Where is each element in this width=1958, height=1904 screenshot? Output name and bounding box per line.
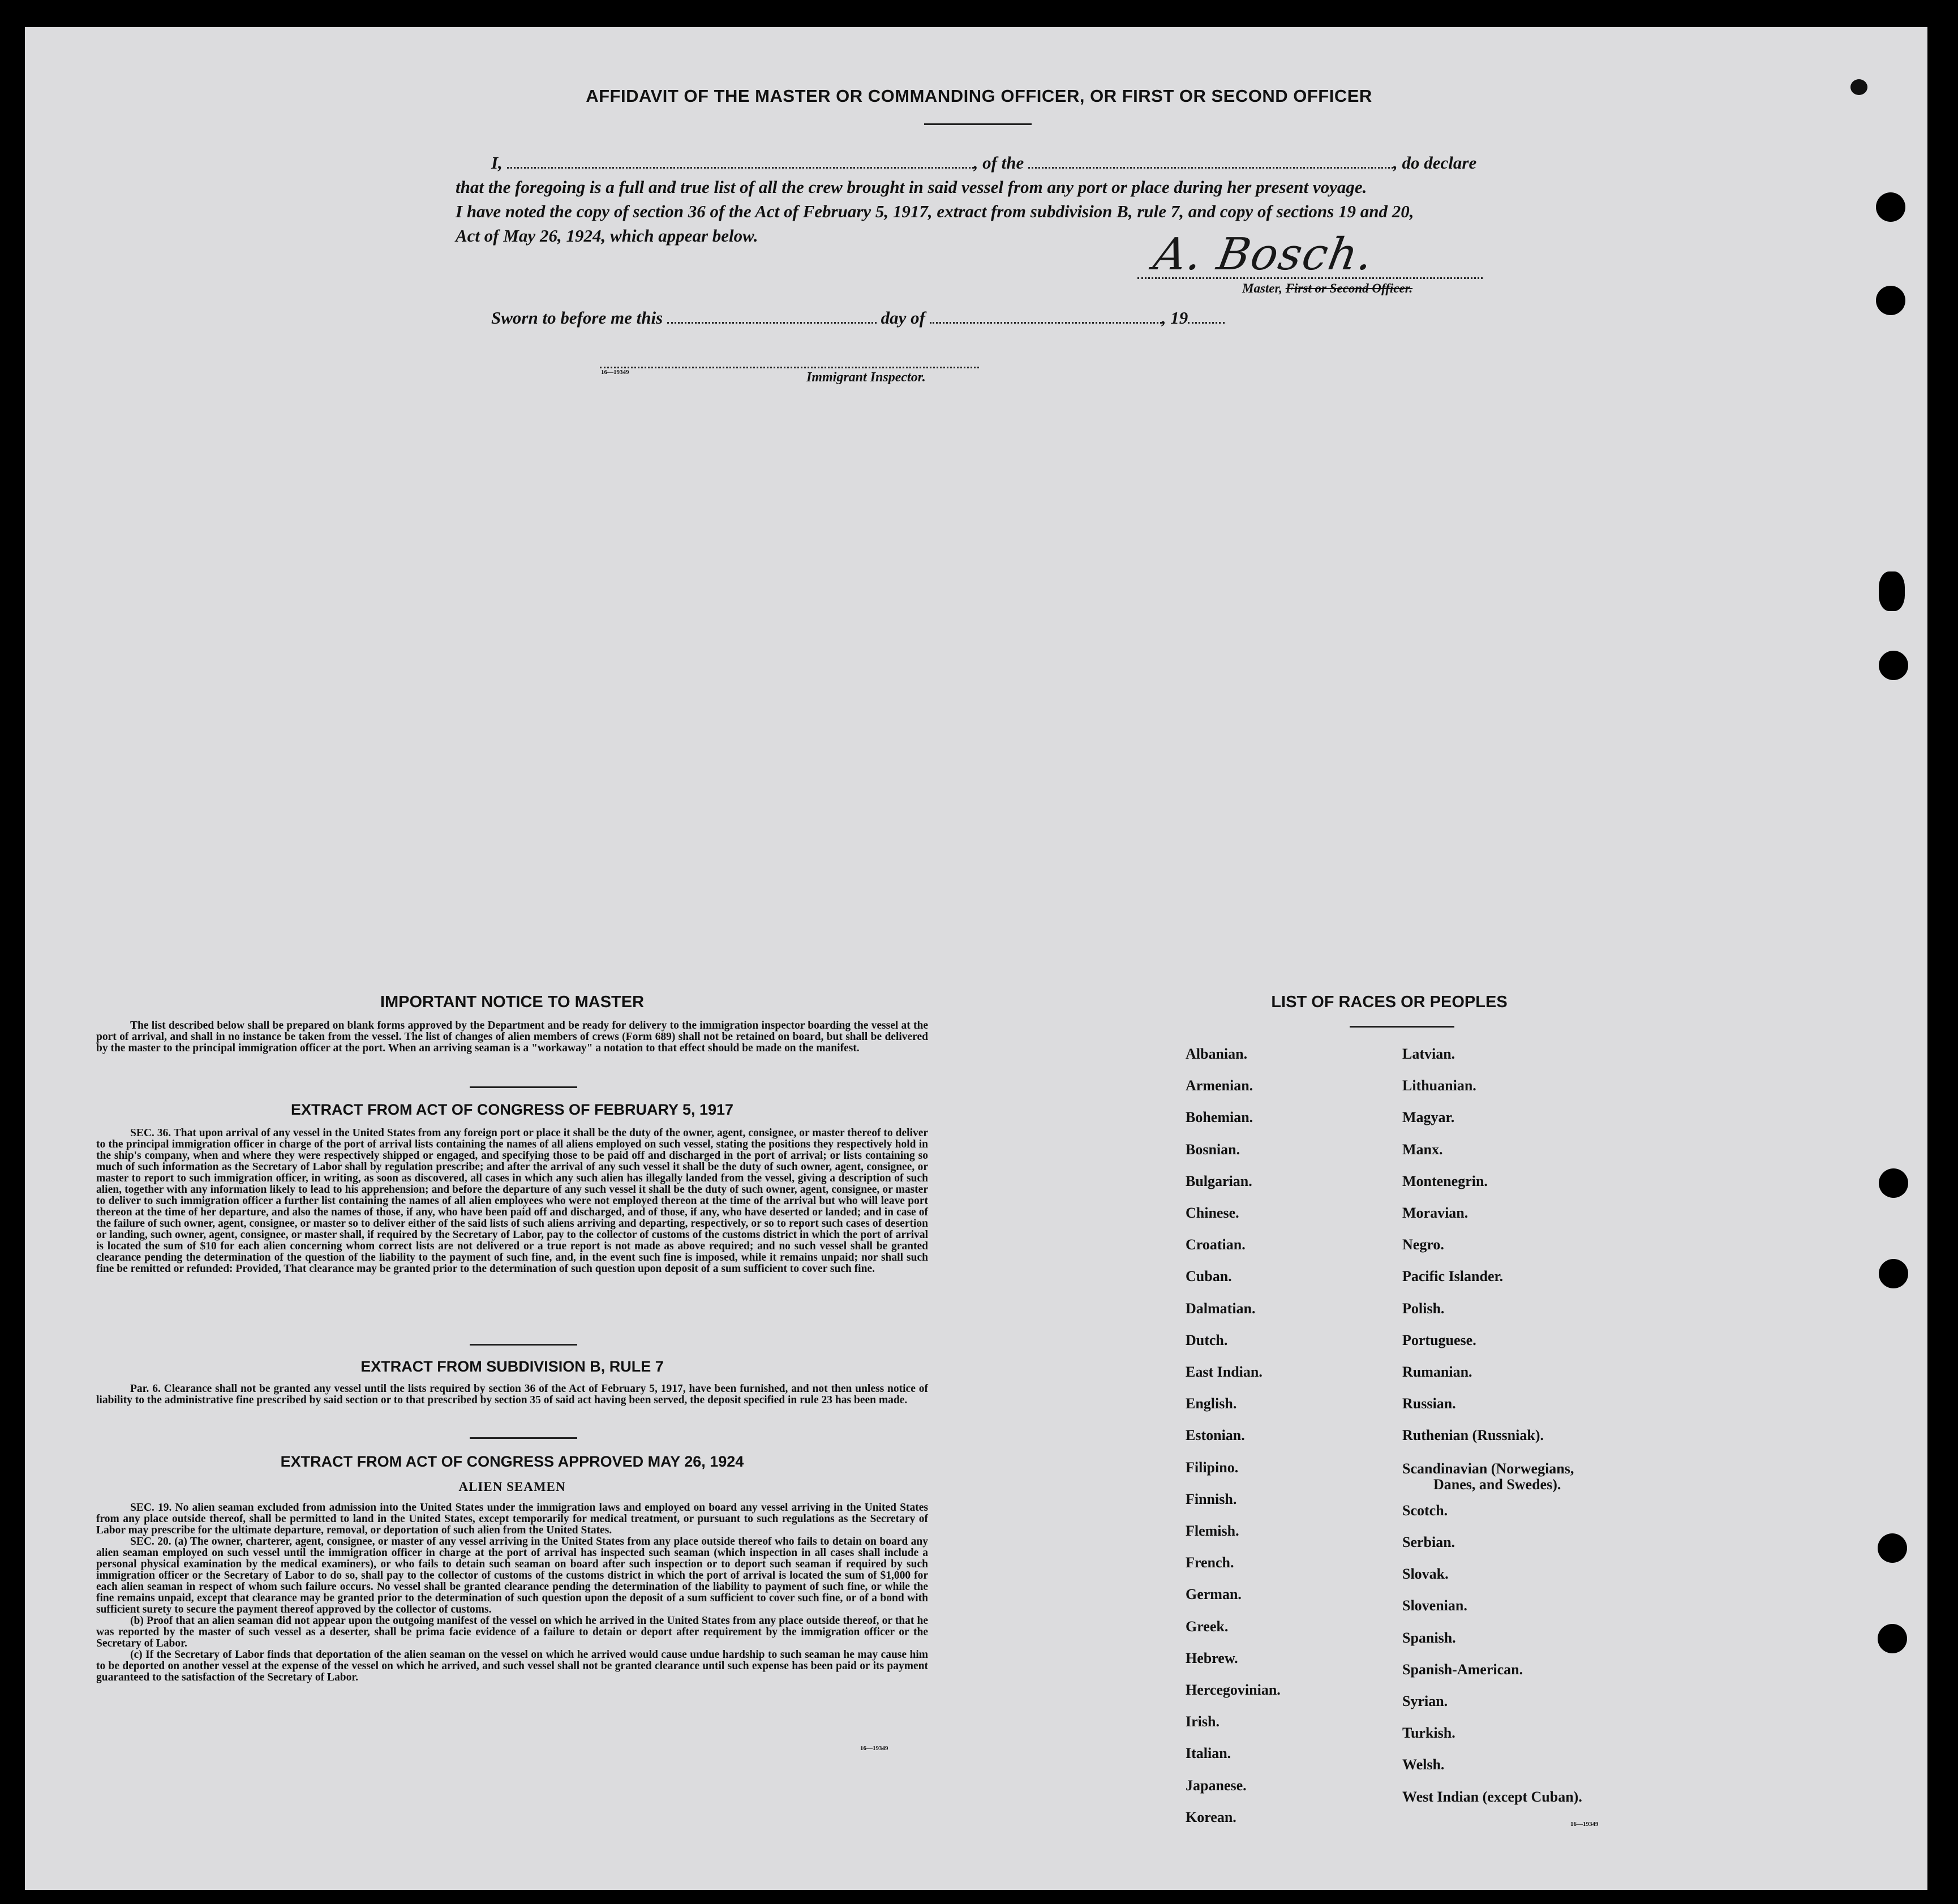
race-item: Spanish. <box>1402 1630 1456 1646</box>
title-rule <box>924 123 1032 125</box>
race-item: Russian. <box>1402 1395 1456 1412</box>
declarant-name-field[interactable] <box>507 167 974 169</box>
divider <box>470 1344 577 1346</box>
signer-title-struck: First or Second Officer. <box>1285 281 1413 295</box>
sworn-month-field[interactable] <box>930 322 1162 324</box>
affidavit-title: AFFIDAVIT OF THE MASTER OR COMMANDING OFFICER, OR FIRST OR SECOND OFFICER <box>586 86 1372 106</box>
line1-of-the: , of the <box>973 153 1024 173</box>
race-item: Cuban. <box>1186 1268 1232 1284</box>
race-item: Welsh. <box>1402 1756 1445 1773</box>
par6-paragraph: Par. 6. Clearance shall not be granted any vessel until the lists required by section 36 of the Act of February 5, 1917, have been furnished, and not then unless notice of liability to the administrative fine prescribed by said section or to that prescribed by section 35 of said act having been served, the deposit specified in rule 23 has been made. <box>96 1383 928 1406</box>
race-item: East Indian. <box>1186 1364 1263 1380</box>
race-item: Dutch. <box>1186 1332 1228 1348</box>
race-item: French. <box>1186 1554 1234 1571</box>
sworn-day-field[interactable] <box>667 322 877 324</box>
race-item: Estonian. <box>1186 1427 1245 1443</box>
race-item: German. <box>1186 1586 1242 1602</box>
affidavit-line4: Act of May 26, 1924, which appear below. <box>456 226 758 246</box>
extract-rule7-title: EXTRACT FROM SUBDIVISION B, RULE 7 <box>360 1358 664 1375</box>
punch-hole <box>1878 1533 1907 1563</box>
race-item: Latvian. <box>1402 1046 1455 1062</box>
race-item: Bohemian. <box>1186 1109 1253 1125</box>
race-item: Hebrew. <box>1186 1650 1238 1666</box>
divider <box>470 1086 577 1088</box>
race-item: Italian. <box>1186 1745 1231 1761</box>
race-item: Moravian. <box>1402 1205 1468 1221</box>
sec20c-paragraph: (c) If the Secretary of Labor finds that deportation of the alien seaman on the vessel on which he arrived would cause undue hardship to such seaman he may cause him to be deported on another vessel at the expense of the vessel on which he arrived, and such vessel shall not be granted clearance until such expense has been paid or its payment guaranteed to the satisfaction of the Secretary of Labor. <box>96 1649 928 1683</box>
race-item: Japanese. <box>1186 1777 1247 1794</box>
punch-hole <box>1876 286 1905 315</box>
race-item: Turkish. <box>1402 1725 1455 1741</box>
race-item: Slovenian. <box>1402 1597 1467 1614</box>
race-item: Scotch. <box>1402 1502 1448 1519</box>
vessel-name-field[interactable] <box>1028 167 1393 169</box>
race-item: Lithuanian. <box>1402 1077 1476 1094</box>
race-item: Scandinavian (Norwegians, <box>1402 1460 1574 1477</box>
punch-hole <box>1879 571 1905 611</box>
race-item: Bulgarian. <box>1186 1173 1252 1189</box>
extract-1924-title: EXTRACT FROM ACT OF CONGRESS APPROVED MAY 26, 1924 <box>280 1453 744 1470</box>
extract-1924-text <box>96 1502 928 1683</box>
year-prefix: , 19 <box>1161 308 1188 328</box>
race-item: Croatian. <box>1186 1236 1246 1253</box>
divider <box>470 1437 577 1439</box>
race-item: Montenegrin. <box>1402 1173 1488 1189</box>
race-item: Finnish. <box>1186 1491 1237 1507</box>
punch-hole <box>1879 1259 1908 1288</box>
races-title-rule <box>1350 1026 1454 1028</box>
signature: A. Bosch. <box>1150 229 1378 280</box>
race-item: Spanish-American. <box>1402 1661 1523 1678</box>
extract-rule7-text <box>96 1383 928 1406</box>
sworn-line <box>491 308 1225 328</box>
race-item: Pacific Islander. <box>1402 1268 1504 1284</box>
signer-title <box>1242 281 1412 296</box>
race-item: Syrian. <box>1402 1693 1448 1709</box>
race-item: Bosnian. <box>1186 1141 1240 1158</box>
race-item: Dalmatian. <box>1186 1300 1256 1317</box>
race-item: Slovak. <box>1402 1566 1449 1582</box>
race-item: Ruthenian (Russniak). <box>1402 1427 1544 1443</box>
race-item: Chinese. <box>1186 1205 1239 1221</box>
form-number-top: 16—19349 <box>601 369 629 376</box>
signer-title-master: Master, <box>1242 281 1282 295</box>
sworn-year-field[interactable] <box>1188 322 1225 324</box>
line1-declare: , do declare <box>1393 153 1477 173</box>
sec20b-paragraph: (b) Proof that an alien seaman did not appear upon the outgoing manifest of the vessel on which he arrived in the United States from any place outside thereof, or that he was reported by the master of such vessel as a deserter, shall be prima facie evidence of a failure to detain or deport after requirement by the immigration officer or the Secretary of Labor. <box>96 1615 928 1649</box>
notice-text <box>96 1020 928 1054</box>
race-item: Polish. <box>1402 1300 1445 1317</box>
race-item: Danes, and Swedes). <box>1433 1476 1561 1493</box>
punch-hole <box>1879 1168 1908 1198</box>
race-item: Flemish. <box>1186 1523 1239 1539</box>
punch-hole <box>1878 1624 1907 1653</box>
sec20a-paragraph: SEC. 20. (a) The owner, charterer, agent, consignee, or master of any vessel arriving in the United States from any place outside thereof who fails to detain on board any alien seaman employed on such vessel until the immigration officer in charge at the port of arrival has inspected such seaman (which inspection in all cases shall include a personal physical examination by the medical examiners), or who fails to detain such seaman on board after such inspection or to deport such seaman if required by such immigration officer or the Secretary of Labor to do so, shall pay to the collector of customs of the customs district in which the port of arrival is located the sum of $1,000 for each alien seaman in respect of whom such failure occurs. No vessel shall be granted clearance pending the determination of the liability to payment of such fine, or while the fine remains unpaid, except that clearance may be granted prior to the determination of such question upon the deposit of a sum sufficient to cover such fine, or of a bond with sufficient surety to secure the payment thereof approved by the collector of customs. <box>96 1536 928 1615</box>
race-item: Greek. <box>1186 1618 1229 1635</box>
race-item: Korean. <box>1186 1809 1236 1825</box>
inspector-signature-line[interactable] <box>600 367 979 368</box>
signature-line <box>1137 277 1483 279</box>
form-number-right: 16—19349 <box>1570 1821 1599 1828</box>
alien-seamen-subtitle: ALIEN SEAMEN <box>458 1480 566 1494</box>
extract-1917-title: EXTRACT FROM ACT OF CONGRESS OF FEBRUARY 5, 1917 <box>290 1101 734 1118</box>
races-title: LIST OF RACES OR PEOPLES <box>1271 993 1508 1011</box>
race-item: Filipino. <box>1186 1459 1239 1476</box>
sworn-label: Sworn to before me this <box>491 308 663 328</box>
race-item: Armenian. <box>1186 1077 1253 1094</box>
race-item: Rumanian. <box>1402 1364 1472 1380</box>
race-item: Magyar. <box>1402 1109 1455 1125</box>
affidavit-line1 <box>491 153 1504 173</box>
notice-title: IMPORTANT NOTICE TO MASTER <box>380 993 645 1011</box>
punch-hole <box>1879 651 1908 680</box>
notice-paragraph: The list described below shall be prepared on blank forms approved by the Department and be ready for delivery to the immigration inspector boarding the vessel at the port of arrival, and shall in no instance be taken from the vessel. The list of changes of alien members of crews (Form 689) shall not be retained on board, but shall be delivered by the master to the principal immigration officer at the port. When an arriving seaman is a "workaway" a notation to that effect should be made on the manifest. <box>96 1020 928 1054</box>
race-item: Hercegovinian. <box>1186 1682 1281 1698</box>
race-item: Serbian. <box>1402 1534 1455 1550</box>
extract-1917-text <box>96 1128 928 1275</box>
day-of-label: day of <box>881 308 925 328</box>
race-item: English. <box>1186 1395 1237 1412</box>
race-item: West Indian (except Cuban). <box>1402 1789 1582 1805</box>
inspector-label: Immigrant Inspector. <box>806 370 926 385</box>
form-number-left: 16—19349 <box>860 1745 888 1752</box>
sec36-paragraph: SEC. 36. That upon arrival of any vessel in the United States from any foreign port or place it shall be the duty of the owner, agent, consignee, or master thereof to deliver to the principal immigration officer in charge of the port of arrival lists containing the names of all aliens employed on such vessel, stating the positions they respectively hold in the ship's company, when and where they were respectively shipped or engaged, and specifying those to be paid off and discharged in the port of arrival; or lists containing so much of such information as the Secretary of Labor shall by regulation prescribe; and after the arrival of any such vessel it shall be the duty of such owner, agent, consignee, or master to report to such immigration officer, in writing, as soon as discovered, all cases in which any such alien has illegally landed from the vessel, giving a description of such alien, together with any information likely to lead to his apprehension; and before the departure of any such vessel it shall be the duty of such owner, agent, consignee, or master to deliver to such immigration officer a further list containing the names of all alien employees who were not employed thereon at the time of the arrival but who will leave port thereon at the time of her departure, and also the names of those, if any, who have been paid off and discharged, and of those, if any, who have deserted or landed; and in case of the failure of such owner, agent, consignee, or master so to deliver either of the said lists of such aliens arriving and departing, respectively, or so to report such cases of desertion or landing, such owner, agent, consignee, or master shall, if required by the Secretary of Labor, pay to the collector of customs of the customs district in which the port of arrival is located the sum of $10 for each alien concerning whom correct lists are not delivered or a true report is not made as above required; and no such vessel shall be granted clearance pending the determination of the question of the liability to the payment of such fine, and, in the event such fine is imposed, while it remains unpaid; nor shall such fine be remitted or refunded: Provided, That clearance may be granted prior to the determination of such question upon deposit of a sum sufficient to cover such fine. <box>96 1127 928 1275</box>
race-item: Portuguese. <box>1402 1332 1476 1348</box>
race-item: Albanian. <box>1186 1046 1248 1062</box>
affidavit-line3: I have noted the copy of section 36 of the Act of February 5, 1917, extract from subdivision B, rule 7, and copy of sections 19 and 20, <box>456 201 1414 221</box>
punch-hole <box>1876 192 1905 222</box>
line1-i: I, <box>491 153 503 173</box>
affidavit-line2: that the foregoing is a full and true list of all the crew brought in said vessel from any port or place during her present voyage. <box>456 177 1367 197</box>
race-item: Manx. <box>1402 1141 1443 1158</box>
sec19-paragraph: SEC. 19. No alien seaman excluded from admission into the United States under the immigration laws and employed on board any vessel arriving in the United States from any place outside thereof, shall be permitted to land in the United States, except temporarily for medical treatment, or pursuant to such regulations as the Secretary of Labor may prescribe for the ultimate departure, removal, or deportation of such alien from the United States. <box>96 1502 928 1536</box>
race-item: Negro. <box>1402 1236 1444 1253</box>
race-item: Irish. <box>1186 1713 1220 1730</box>
